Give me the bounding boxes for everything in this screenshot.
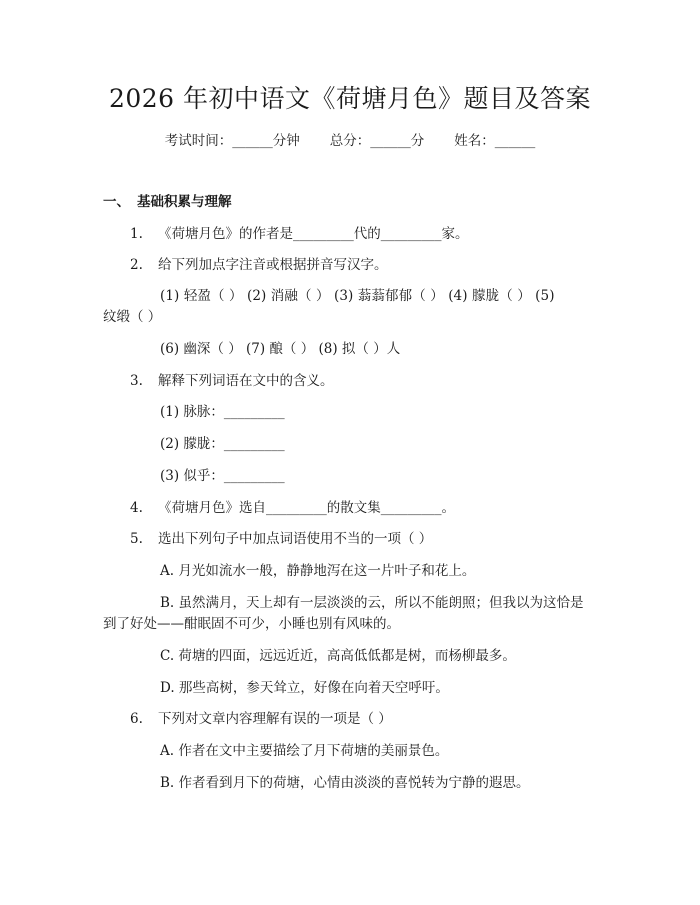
- question-text: 《荷塘月色》的作者是_________代的_________家。: [158, 226, 469, 242]
- page-title: 2026 年初中语文《荷塘月色》题目及答案: [108, 84, 592, 113]
- q2-items-line-1: (1) 轻盈（ ） (2) 消融（ ） (3) 蓊蓊郁郁（ ） (4) 朦胧（ ） (5): [160, 288, 555, 304]
- q3-item: (2) 朦胧：_________: [160, 436, 285, 452]
- q3-item: (1) 脉脉：_________: [160, 404, 285, 420]
- question-4: [130, 498, 455, 518]
- q5-option-b-continued: 到了好处——酣眠固不可少，小睡也别有风味的。: [103, 616, 400, 632]
- question-text: 给下列加点字注音或根据拼音写汉字。: [158, 257, 388, 273]
- total-score-field: 总分：______分: [329, 133, 425, 149]
- q2-items-line-3: (6) 幽深（ ） (7) 酿（ ） (8) 拟（ ）人: [160, 341, 401, 357]
- question-3: [130, 371, 334, 391]
- question-number: 4.: [130, 500, 143, 516]
- question-number: 1.: [130, 226, 143, 242]
- question-2: [130, 255, 388, 275]
- question-text: 《荷塘月色》选自_________的散文集_________。: [158, 500, 455, 516]
- question-number: 2.: [130, 257, 143, 273]
- question-text: 选出下列句子中加点词语使用不当的一项（ ）: [158, 531, 433, 547]
- q5-option-c: C. 荷塘的四面，远远近近，高高低低都是树，而杨柳最多。: [160, 648, 516, 664]
- question-text: 解释下列词语在文中的含义。: [158, 373, 334, 389]
- exam-info-row: [0, 131, 700, 151]
- student-name-field: 姓名：______: [454, 133, 536, 149]
- question-6: [130, 709, 392, 729]
- q2-items-line-2: 纹缎（ ）: [103, 309, 162, 325]
- section-number: 一、: [103, 194, 130, 210]
- exam-time-field: 考试时间：______分钟: [164, 133, 300, 149]
- section-heading: [103, 192, 232, 212]
- q6-option-a: A. 作者在文中主要描绘了月下荷塘的美丽景色。: [160, 743, 449, 759]
- q5-option-d: D. 那些高树，参天耸立，好像在向着天空呼吁。: [160, 680, 449, 696]
- section-title: 基础积累与理解: [137, 194, 232, 210]
- q5-option-b: B. 虽然满月，天上却有一层淡淡的云，所以不能朗照；但我以为这恰是: [160, 595, 584, 611]
- q5-option-a: A. 月光如流水一般，静静地泻在这一片叶子和花上。: [160, 563, 476, 579]
- question-number: 3.: [130, 373, 143, 389]
- question-5: [130, 529, 432, 549]
- question-number: 5.: [130, 531, 143, 547]
- q3-item: (3) 似乎：_________: [160, 468, 285, 484]
- question-1: [130, 224, 469, 244]
- question-number: 6.: [130, 711, 143, 727]
- question-text: 下列对文章内容理解有误的一项是（ ）: [158, 711, 392, 727]
- q6-option-b: B. 作者看到月下的荷塘，心情由淡淡的喜悦转为宁静的遐思。: [160, 775, 530, 791]
